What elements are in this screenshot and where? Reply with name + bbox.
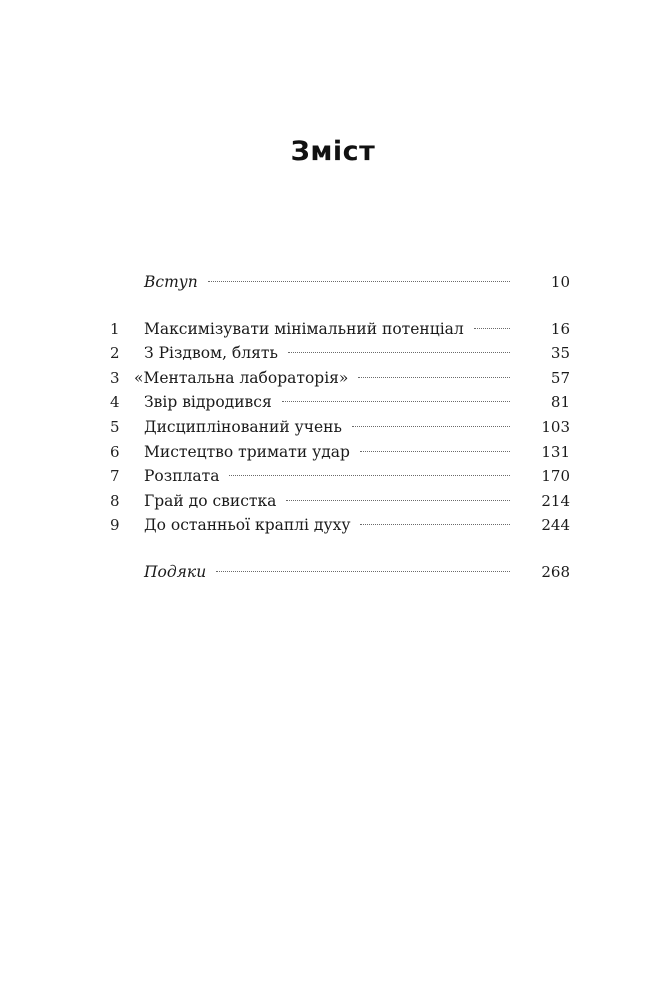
toc-label: Вступ	[144, 273, 198, 291]
toc-page-number: 57	[550, 368, 570, 387]
toc-entry-chapter[interactable]	[110, 489, 570, 514]
chapter-number: 5	[110, 417, 120, 436]
toc-page-number: 16	[550, 319, 570, 338]
chapter-title: Звір відродився	[144, 393, 272, 412]
dot-leader	[360, 451, 510, 452]
table-of-contents	[110, 270, 570, 585]
chapter-number: 8	[110, 491, 120, 510]
toc-entry-chapter[interactable]	[110, 317, 570, 342]
chapter-title: «Ментальна лабораторія»	[134, 368, 349, 387]
toc-label: Подяки	[144, 562, 207, 581]
dot-leader	[286, 500, 510, 501]
toc-entry-chapter[interactable]	[110, 341, 570, 366]
toc-entry-chapter[interactable]	[110, 415, 570, 440]
chapter-number: 6	[110, 442, 120, 461]
page-title: Зміст	[290, 136, 376, 167]
dot-leader	[229, 475, 510, 476]
toc-page-number: 81	[550, 393, 570, 412]
chapter-title: Дисциплінований учень	[144, 417, 342, 436]
chapter-number: 1	[110, 319, 120, 338]
dot-leader	[216, 571, 510, 572]
dot-leader	[474, 328, 510, 329]
toc-page-number: 244	[541, 516, 570, 535]
toc-page-number: 10	[550, 273, 570, 291]
chapter-number: 4	[110, 393, 120, 412]
dot-leader	[358, 377, 510, 378]
toc-page-number: 170	[541, 467, 570, 486]
toc-page-number: 35	[550, 344, 570, 363]
chapter-number: 3	[110, 368, 120, 387]
toc-page-number: 214	[541, 491, 570, 510]
toc-page-number: 103	[541, 417, 570, 436]
toc-entry-outro[interactable]	[110, 560, 570, 585]
toc-entry-chapter[interactable]	[110, 366, 570, 391]
chapter-title: Грай до свистка	[144, 491, 277, 510]
toc-page-number: 268	[541, 562, 570, 581]
toc-entry-chapter[interactable]	[110, 464, 570, 489]
dot-leader	[208, 281, 510, 282]
chapter-title: З Різдвом, блять	[144, 344, 278, 363]
chapter-title: До останньої краплі духу	[144, 516, 351, 535]
dot-leader	[282, 401, 510, 402]
chapter-title: Мистецтво тримати удар	[144, 442, 350, 461]
chapter-number: 9	[110, 516, 120, 535]
toc-entry-chapter[interactable]	[110, 513, 570, 538]
toc-entry-chapter[interactable]	[110, 440, 570, 465]
dot-leader	[288, 352, 510, 353]
toc-entry-chapter[interactable]	[110, 390, 570, 415]
chapter-title: Розплата	[144, 467, 220, 486]
chapter-number: 7	[110, 467, 120, 486]
chapter-title: Максимізувати мінімальний потенціал	[144, 319, 464, 338]
dot-leader	[352, 426, 510, 427]
dot-leader	[360, 524, 510, 525]
toc-page-number: 131	[541, 442, 570, 461]
toc-entry-intro[interactable]	[110, 270, 570, 295]
chapter-number: 2	[110, 344, 120, 363]
